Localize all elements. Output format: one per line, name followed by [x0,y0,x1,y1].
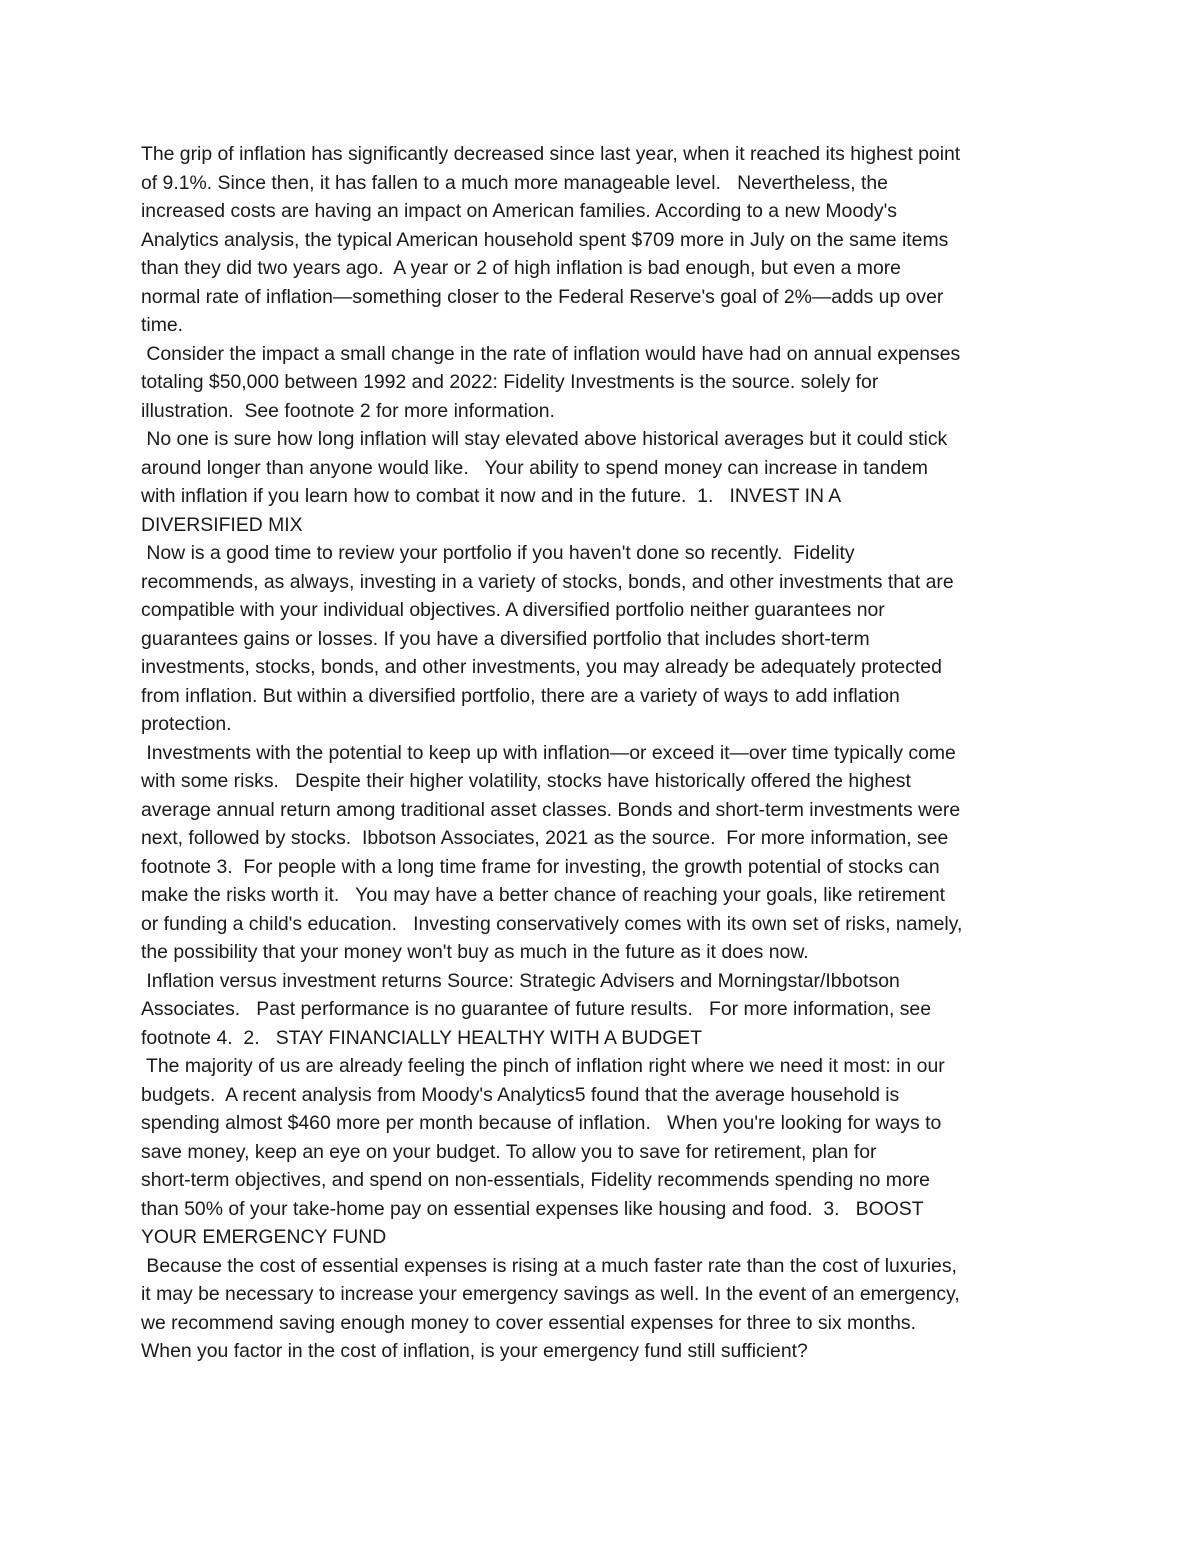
document-body-text [141,140,1066,1366]
text-line: Inflation versus investment returns Source: Strategic Advisers and Morningstar/Ibbotson [141,969,900,992]
text-line: it may be necessary to increase your emergency savings as well. In the event of an emergency, [141,1283,960,1305]
text-line: increased costs are having an impact on American families. According to a new Moody's [141,200,898,222]
text-line: with inflation if you learn how to combat it now and in the future. 1. INVEST IN A [141,485,842,507]
text-line: save money, keep an eye on your budget. To allow you to save for retirement, plan for [141,1140,877,1163]
text-line: spending almost $460 more per month because of inflation. When you're looking for ways to [141,1112,942,1134]
text-line: YOUR EMERGENCY FUND [141,1226,387,1248]
text-line: illustration. See footnote 2 for more information. [141,399,555,422]
text-line: Consider the impact a small change in the rate of inflation would have had on annual expenses [141,342,961,365]
text-line: or funding a child's education. Investing conservatively comes with its own set of risks, namely, [141,912,963,935]
text-line: protection. [141,713,232,735]
text-line: When you factor in the cost of inflation, is your emergency fund still sufficient? [141,1340,808,1362]
text-line: Now is a good time to review your portfolio if you haven't done so recently. Fidelity [141,542,855,564]
text-line: totaling $50,000 between 1992 and 2022: Fidelity Investments is the source. solely for [141,371,879,393]
text-line: make the risks worth it. You may have a better chance of reaching your goals, like retirement [141,884,946,906]
text-line: budgets. A recent analysis from Moody's Analytics5 found that the average household is [141,1083,900,1106]
text-line: from inflation. But within a diversified portfolio, there are a variety of ways to add inflation [141,684,900,707]
text-line: time. [141,314,184,336]
text-line: of 9.1%. Since then, it has fallen to a much more manageable level. Nevertheless, the [141,171,888,194]
text-line: Associates. Past performance is no guarantee of future results. For more information, see [141,998,931,1020]
text-line: Because the cost of essential expenses is rising at a much faster rate than the cost of luxuries, [141,1254,957,1277]
text-line: compatible with your individual objectives. A diversified portfolio neither guarantees nor [141,599,885,621]
text-line: footnote 3. For people with a long time frame for investing, the growth potential of stocks can [141,855,940,878]
text-line: investments, stocks, bonds, and other investments, you may already be adequately protected [141,656,942,678]
text-line: The majority of us are already feeling the pinch of inflation right where we need it most: in our [141,1055,945,1077]
text-line: The grip of inflation has significantly decreased since last year, when it reached its highest point [141,143,961,165]
text-line: with some risks. Despite their higher volatility, stocks have historically offered the highest [141,770,911,792]
text-line: recommends, as always, investing in a variety of stocks, bonds, and other investments that are [141,570,954,593]
text-line: Analytics analysis, the typical American household spent $709 more in July on the same items [141,228,949,251]
text-line: DIVERSIFIED MIX [141,513,303,536]
text-line: guarantees gains or losses. If you have a diversified portfolio that includes short-term [141,627,870,650]
text-line: than they did two years ago. A year or 2 of high inflation is bad enough, but even a more [141,257,901,279]
text-line: No one is sure how long inflation will stay elevated above historical averages but it could stick [141,428,948,450]
text-line: normal rate of inflation—something closer to the Federal Reserve's goal of 2%—adds up over [141,285,944,308]
text-line: around longer than anyone would like. Your ability to spend money can increase in tandem [141,456,928,479]
text-line: than 50% of your take-home pay on essential expenses like housing and food. 3. BOOST [141,1197,924,1220]
text-line: Investments with the potential to keep up with inflation—or exceed it—over time typically come [141,741,956,764]
text-line: we recommend saving enough money to cover essential expenses for three to six months. [141,1311,916,1334]
text-line: short-term objectives, and spend on non-essentials, Fidelity recommends spending no more [141,1169,930,1191]
text-line: next, followed by stocks. Ibbotson Associates, 2021 as the source. For more information, see [141,827,949,849]
text-line: average annual return among traditional asset classes. Bonds and short-term investments were [141,798,961,821]
text-line: footnote 4. 2. STAY FINANCIALLY HEALTHY WITH A BUDGET [141,1026,703,1049]
text-line: the possibility that your money won't buy as much in the future as it does now. [141,941,809,963]
